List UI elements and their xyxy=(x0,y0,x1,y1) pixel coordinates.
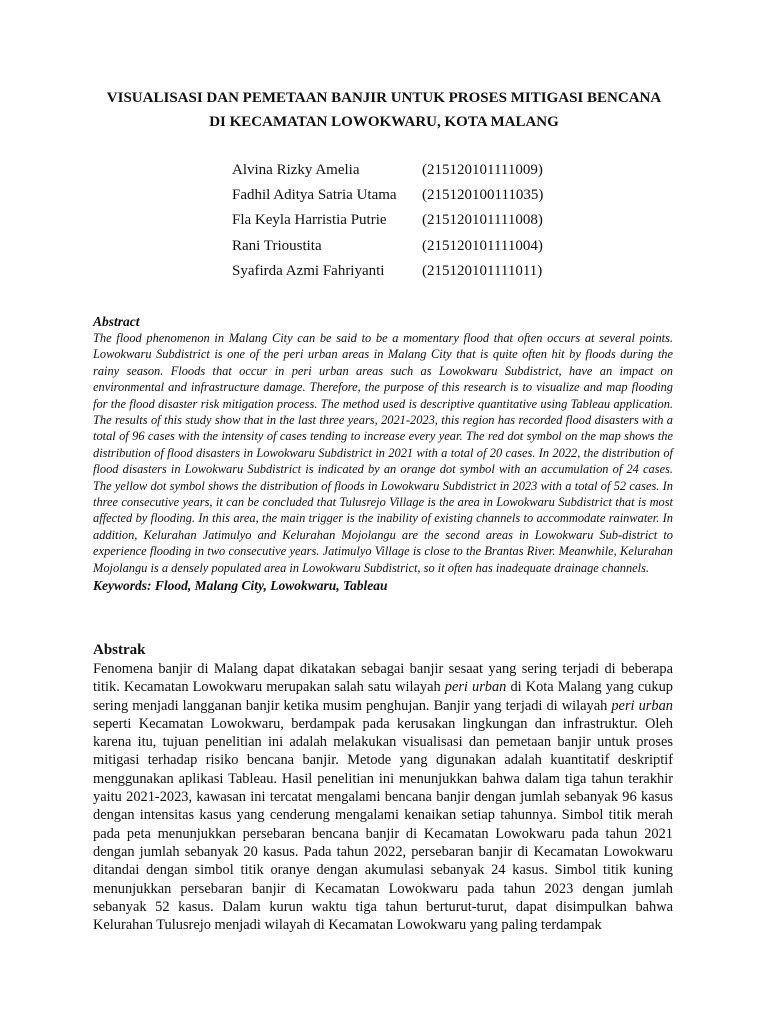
keywords: Keywords: Flood, Malang City, Lowokwaru, Tableau xyxy=(93,578,388,594)
paper-title xyxy=(80,86,688,134)
author-name: Alvina Rizky Amelia xyxy=(232,162,360,178)
title-line-1: VISUALISASI DAN PEMETAAN BANJIR UNTUK PROSES MITIGASI BENCANA xyxy=(106,90,662,106)
abstract-body: The flood phenomenon in Malang City can be said to be a momentary flood that often occurs at several points. Lowokwaru Subdistrict is one of the peri urban areas in Malang City that is quite often hit by floods during the rainy season. Floods that occur in peri urban areas such as Lowokwaru Subdistrict, have an impact on environmental and infrastructure damage. Therefore, the purpose of this research is to visualize and map flooding for the flood disaster risk mitigation process. The method used is descriptive quantitative using Tableau application. The results of this study show that in the last three years, 2021-2023, this region has recorded flood disasters with a total of 96 cases with the intensity of cases tending to increase every year. The red dot symbol on the map shows the distribution of flood disasters in Lowokwaru Subdistrict in 2021 with a total of 20 cases. In 2022, the distribution of flood disasters in Lowokwaru Subdistrict is indicated by an orange dot symbol with an accumulation of 24 cases. The yellow dot symbol shows the distribution of floods in Lowokwaru Subdistrict in 2023 with a total of 52 cases. In three consecutive years, it can be concluded that Tulusrejo Village is the area in Lowokwaru Subdistrict that is most affected by flooding. In this area, the main trigger is the inability of existing channels to accommodate rainwater. In addition, Kelurahan Jatimulyo and Kelurahan Mojolangu are the second areas in Lowokwaru Sub-district to experience flooding in two consecutive years. Jatimulyo Village is close to the Brantas River. Meanwhile, Kelurahan Mojolangu is a densely populated area in Lowokwaru Subdistrict, so it often has inadequate drainage channels. xyxy=(93,331,673,575)
abstrak-text: Fenomena banjir di Malang dapat dikatakan sebagai banjir sesaat yang sering terjadi di beberapa titik. Kecamatan Lowokwaru merupakan salah satu wilayah xyxy=(93,661,673,696)
author-student-id: (215120101111008) xyxy=(422,212,543,229)
author-name: Fadhil Aditya Satria Utama xyxy=(232,187,397,204)
author-student-id: (215120101111011) xyxy=(422,262,543,279)
author-row xyxy=(232,259,632,284)
author-row xyxy=(232,158,632,183)
title-line-2: DI KECAMATAN LOWOKWARU, KOTA MALANG xyxy=(209,114,559,130)
abstrak-heading: Abstrak xyxy=(93,642,146,658)
author-name: Fla Keyla Harristia Putrie xyxy=(232,212,387,229)
author-row xyxy=(232,183,632,208)
author-name: Rani Trioustita xyxy=(232,237,322,254)
abstract-indonesian xyxy=(93,640,673,934)
author-row xyxy=(232,234,632,259)
abstract-heading: Abstract xyxy=(93,314,140,329)
abstrak-text: seperti Kecamatan Lowokwaru, berdampak pada kerusakan lingkungan dan infrastruktur. Oleh karena itu, tujuan penelitian ini adalah melakukan visualisasi dan pemetaan banjir untuk proses mitigasi terhadap risiko bencana banjir. Metode yang digunakan adalah kuantitatif deskriptif menggunakan aplikasi Tableau. Hasil penelitian ini menunjukkan bahwa dalam tiga tahun terakhir yaitu 2021-2023, kawasan ini tercatat mengalami bencana banjir dengan jumlah sebanyak 96 kasus dengan intensitas kasus yang cenderung mengalami kenaikan setiap tahunnya. Simbol titik merah pada peta menunjukkan persebaran bencana banjir di Kecamatan Lowokwaru pada tahun 2021 dengan jumlah sebanyak 20 kasus. Pada tahun 2022, persebaran banjir di Kecamatan Lowokwaru ditandai dengan simbol titik oranye dengan akumulasi sebanyak 24 kasus. Simbol titik kuning menunjukkan persebaran banjir di Kecamatan Lowokwaru pada tahun 2023 dengan jumlah sebanyak 52 kasus. Dalam kurun waktu tiga tahun berturut-turut, dapat disimpulkan bahwa Kelurahan Tulusrejo menjadi wilayah di Kecamatan Lowokwaru yang paling terdampak xyxy=(93,715,673,934)
author-student-id: (215120101111009) xyxy=(422,162,543,178)
abstract-english xyxy=(93,313,673,594)
abstrak-text: di Kota Malang yang cukup sering menjadi langganan banjir ketika musim penghujan. Banjir yang terjadi di wilayah xyxy=(93,679,673,714)
abstrak-italic-term: peri urban xyxy=(611,697,673,714)
author-row xyxy=(232,208,632,233)
abstrak-italic-term: peri urban xyxy=(444,679,507,696)
author-list xyxy=(232,158,632,284)
abstrak-body xyxy=(93,660,673,934)
author-student-id: (215120100111035) xyxy=(422,187,544,204)
author-student-id: (215120101111004) xyxy=(422,237,543,254)
author-name: Syafirda Azmi Fahriyanti xyxy=(232,262,385,279)
